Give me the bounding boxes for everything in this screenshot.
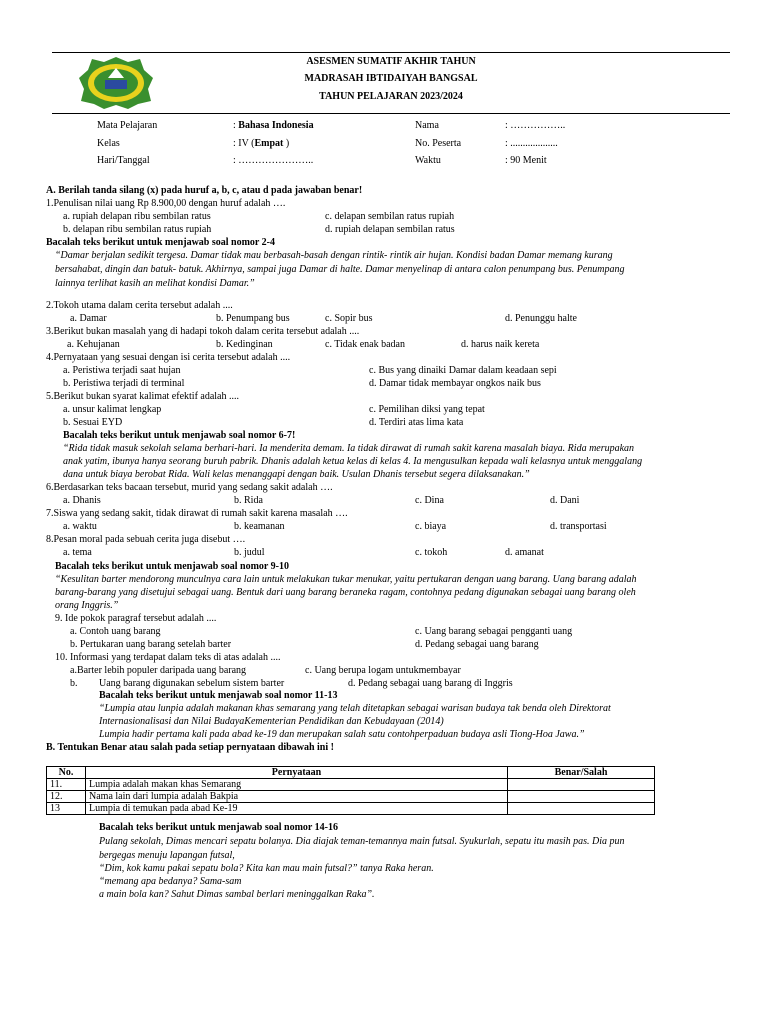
read4-line-1: “Lumpia atau lunpia adalah makanan khas semarang yang telah ditetapkan sebagai warisan budaya tak benda oleh Direktorat [99, 703, 611, 714]
q10-option-d: d. Pedang sebagai uang barang di Inggris [348, 678, 513, 689]
read5-line-1: Pulang sekolah, Dimas mencari sepatu bolanya. Dia diajak teman-temannya main futsal. Syukurlah, sepatu itu masih pas. Dia pun [99, 836, 625, 847]
q5-option-b: b. Sesuai EYD [63, 417, 123, 428]
row-no: 11. [47, 779, 86, 791]
q9-text: 9. Ide pokok paragraf tersebut adalah .... [55, 613, 217, 624]
row-statement: Nama lain dari lumpia adalah Bakpia [86, 791, 508, 803]
q1-option-b: b. delapan ribu sembilan ratus rupiah [63, 224, 212, 235]
header-title-3: TAHUN PELAJARAN 2023/2024 [319, 91, 463, 102]
read2-title: Bacalah teks berikut untuk menjawab soal nomor 6-7! [63, 430, 296, 441]
row-no: 13 [47, 803, 86, 815]
q9-option-a: a. Contoh uang barang [70, 626, 161, 637]
peserta-label: No. Peserta [415, 138, 462, 149]
q7-option-a: a. waktu [63, 521, 97, 532]
read1-line-2: bersahabat, dingin dan batuk- batuk. Akhirnya, sampai juga Damar di halte. Damar menyelinap di antara calon penumpang bus. Penumpang [55, 264, 625, 275]
q5-option-d: d. Terdiri atas lima kata [369, 417, 464, 428]
q2-option-a: a. Damar [70, 313, 107, 324]
header-title-1: ASESMEN SUMATIF AKHIR TAHUN [306, 56, 476, 67]
q10-text: 10. Informasi yang terdapat dalam teks di atas adalah .... [55, 652, 281, 663]
header-top-rule [52, 52, 730, 53]
read2-line-3: dana untuk biaya berobat Rida. Wali kelas menanggapi dengan baik. Usulan Dhanis tersebut segera dilaksanakan.” [63, 469, 530, 480]
q6-option-a: a. Dhanis [63, 495, 101, 506]
waktu-value: : 90 Menit [505, 155, 547, 166]
header-bottom-rule [52, 113, 730, 114]
read5-line-2: bergegas menuju lapangan futsal, [99, 850, 235, 861]
read5-line-5: a main bola kan? Sahut Dimas sambal berlari meninggalkan Raka”. [99, 889, 375, 900]
q9-option-c: c. Uang barang sebagai pengganti uang [415, 626, 573, 637]
q3-option-d: d. harus naik kereta [461, 339, 540, 350]
q7-option-c: c. biaya [415, 521, 447, 532]
read5-line-4: “memang apa bedanya? Sama-sam [99, 876, 242, 887]
table-row [47, 779, 655, 791]
q6-option-d: d. Dani [550, 495, 580, 506]
q6-option-c: c. Dina [415, 495, 444, 506]
read5-line-3: “Dim, kok kamu pakai sepatu bola? Kita kan mau main futsal?” tanya Raka heran. [99, 863, 434, 874]
read3-line-1: “Kesulitan barter mendorong munculnya cara lain untuk melakukan tukar menukar, yaitu pertukaran dengan uang barang. Uang barang adalah [55, 574, 637, 585]
q1-option-c: c. delapan sembilan ratus rupiah [325, 211, 455, 222]
q1-option-d: d. rupiah delapan sembilan ratus [325, 224, 455, 235]
row-no: 12. [47, 791, 86, 803]
q8-option-a: a. tema [63, 547, 92, 558]
kelas-label: Kelas [97, 138, 120, 149]
read2-line-1: “Rida tidak masuk sekolah selama berhari-hari. Ia menderita demam. Ia tidak dirawat di rumah sakit karena masalah biaya. Rida merupakan [63, 443, 635, 454]
q10-option-b-label: b. [70, 678, 78, 689]
q8-option-c: c. tokoh [415, 547, 448, 558]
q3-option-b: b. Kedinginan [216, 339, 273, 350]
q2-option-b: b. Penumpang bus [216, 313, 290, 324]
section-a-title: A. Berilah tanda silang (x) pada huruf a, b, c, atau d pada jawaban benar! [46, 185, 363, 196]
q6-option-b: b. Rida [234, 495, 263, 506]
q3-option-c: c. Tidak enak badan [325, 339, 405, 350]
row-answer-cell[interactable] [508, 803, 655, 815]
q7-option-b: b. keamanan [234, 521, 285, 532]
q10-option-b: Uang barang digunakan sebelum sistem barter [99, 678, 285, 689]
q1-option-a: a. rupiah delapan ribu sembilan ratus [63, 211, 211, 222]
read3-title: Bacalah teks berikut untuk menjawab soal nomor 9-10 [55, 561, 290, 572]
q9-option-b: b. Pertukaran uang barang setelah barter [70, 639, 232, 650]
read1-line-1: “Damar berjalan sedikit tergesa. Damar tidak mau berbasah-basah dengan rintik- rintik air hujan. Kondisi badan Damar memang kurang [55, 250, 613, 261]
q10-option-a: a.Barter lebih populer daripada uang barang [70, 665, 247, 676]
kelas-value: : IV (Empat ) [233, 138, 290, 149]
col-header-benar-salah: Benar/Salah [508, 767, 655, 779]
nama-label: Nama [415, 120, 439, 131]
row-answer-cell[interactable] [508, 791, 655, 803]
col-header-pernyataan: Pernyataan [86, 767, 508, 779]
q2-option-d: d. Penunggu halte [505, 313, 577, 324]
q2-text: 2.Tokoh utama dalam cerita tersebut adalah .... [46, 300, 233, 311]
q4-text: 4.Pernyataan yang sesuai dengan isi cerita tersebut adalah .... [46, 352, 291, 363]
hari-value: : ………………….. [233, 155, 314, 166]
read1-line-3: lainnya terlihat kasih an melihat kondisi Damar.” [55, 278, 255, 289]
q8-option-b: b. judul [234, 547, 265, 558]
hari-label: Hari/Tanggal [97, 155, 150, 166]
q8-text: 8.Pesan moral pada sebuah cerita juga disebut …. [46, 534, 246, 545]
waktu-label: Waktu [415, 155, 441, 166]
row-answer-cell[interactable] [508, 779, 655, 791]
q5-option-a: a. unsur kalimat lengkap [63, 404, 162, 415]
read5-title: Bacalah teks berikut untuk menjawab soal nomor 14-16 [99, 822, 339, 833]
table-header-row [47, 767, 655, 779]
read4-line-2: Internasionalisasi dan Nilai BudayaKementerian Pendidikan dan Kebudayaan (2014) [99, 716, 444, 727]
q7-option-d: d. transportasi [550, 521, 607, 532]
table-row [47, 791, 655, 803]
peserta-value: : ................... [505, 138, 558, 149]
read3-line-3: orang Inggris.” [55, 600, 119, 611]
q1-text: 1.Penulisan nilai uang Rp 8.900,00 dengan huruf adalah …. [46, 198, 286, 209]
read2-line-2: anak yatim, ibunya hanya seorang buruh pabrik. Dhanis adalah ketua kelas di kelas 4. Ia mengusulkan kepada wali kelasnya untuk menggalang [63, 456, 643, 467]
q4-option-c: c. Bus yang dinaiki Damar dalam keadaan sepi [369, 365, 557, 376]
q4-option-a: a. Peristiwa terjadi saat hujan [63, 365, 181, 376]
q8-option-d: d. amanat [505, 547, 544, 558]
q5-text: 5.Berikut bukan syarat kalimat efektif adalah .... [46, 391, 239, 402]
table-row [47, 803, 655, 815]
section-b-title: B. Tentukan Benar atau salah pada setiap pernyataan dibawah ini ! [46, 742, 334, 753]
q2-option-c: c. Sopir bus [325, 313, 373, 324]
q7-text: 7.Siswa yang sedang sakit, tidak dirawat di rumah sakit karena masalah …. [46, 508, 348, 519]
header-title-2: MADRASAH IBTIDAIYAH BANGSAL [304, 73, 478, 84]
mapel-value: : Bahasa Indonesia [233, 120, 314, 131]
q10-option-c: c. Uang berupa logam untukmembayar [305, 665, 461, 676]
q9-option-d: d. Pedang sebagai uang barang [415, 639, 539, 650]
true-false-table [46, 766, 655, 815]
q6-text: 6.Berdasarkan teks bacaan tersebut, murid yang sedang sakit adalah …. [46, 482, 333, 493]
row-statement: Lumpia adalah makan khas Semarang [86, 779, 508, 791]
read1-title: Bacalah teks berikut untuk menjawab soal nomor 2-4 [46, 237, 276, 248]
q3-text: 3.Berikut bukan masalah yang di hadapi tokoh dalam cerita tersebut adalah .... [46, 326, 360, 337]
read3-line-2: barang-barang yang disetujui sebagai uang. Bentuk dari uang barang beraneka ragam, contohnya pedang digunakan sebagai uang barang oleh [55, 587, 636, 598]
read4-title: Bacalah teks berikut untuk menjawab soal nomor 11-13 [99, 690, 338, 701]
q4-option-b: b. Peristiwa terjadi di terminal [63, 378, 185, 389]
q3-option-a: a. Kehujanan [67, 339, 120, 350]
col-header-no: No. [47, 767, 86, 779]
read4-line-3: Lumpia hadir pertama kali pada abad ke-19 dan merupakan salah satu contohperpaduan budaya asli Tiong-Hoa Jawa.” [99, 729, 585, 740]
mapel-label: Mata Pelajaran [97, 120, 158, 131]
q5-option-c: c. Pemilihan diksi yang tepat [369, 404, 485, 415]
nama-value: : …………….. [505, 120, 566, 131]
q4-option-d: d. Damar tidak membayar ongkos naik bus [369, 378, 541, 389]
row-statement: Lumpia di temukan pada abad Ke-19 [86, 803, 508, 815]
